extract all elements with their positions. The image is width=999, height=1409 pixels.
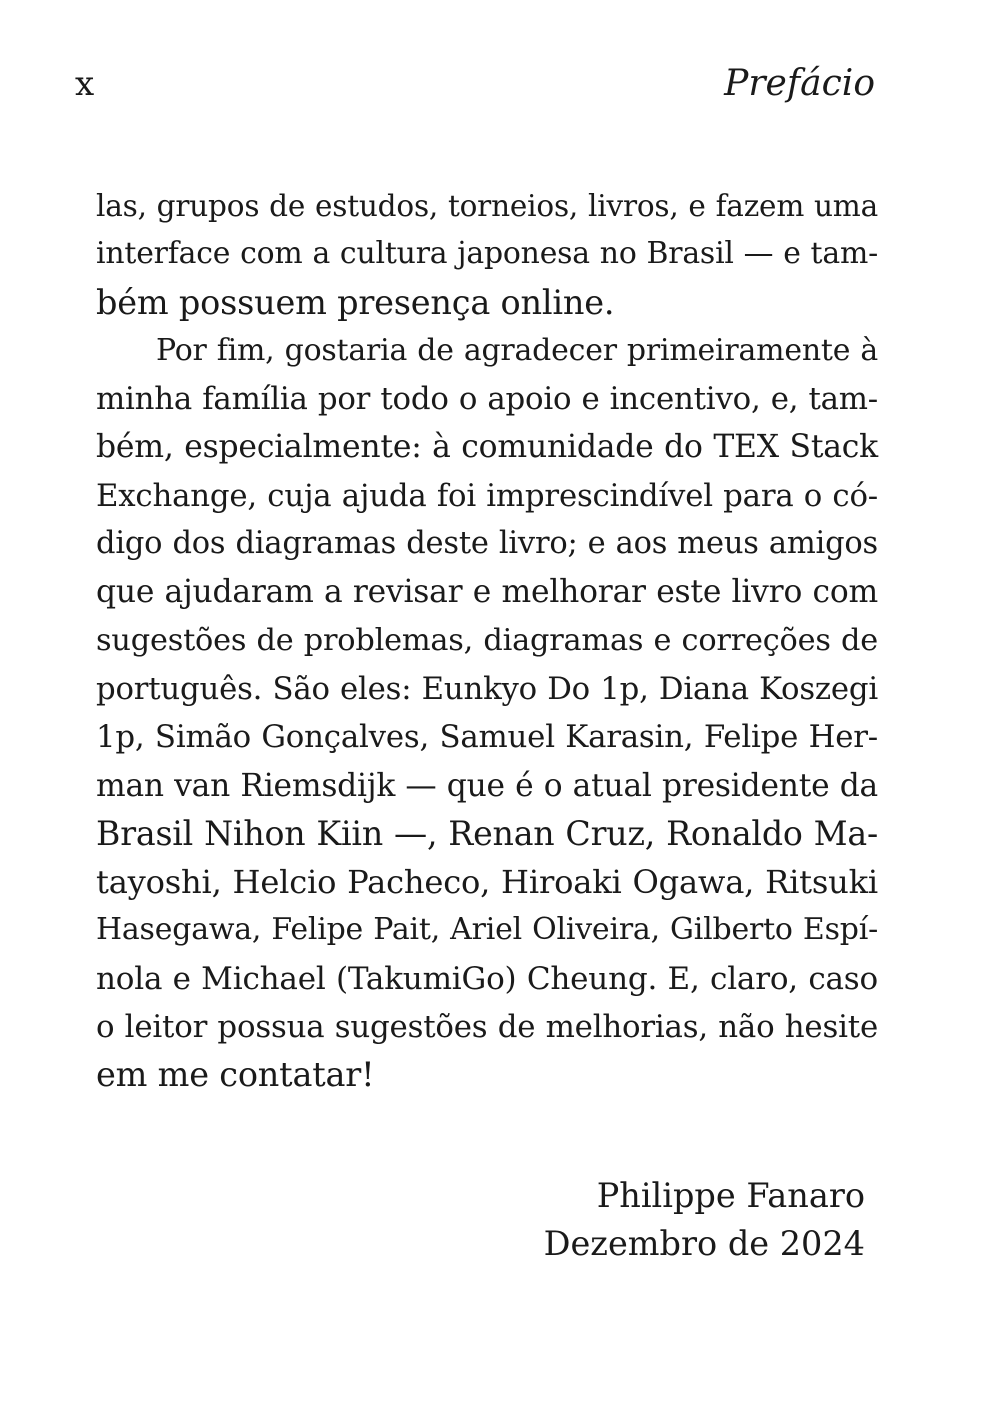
author-name: Philippe Fanaro [596,1176,865,1215]
text-line: sugestões de problemas, diagramas e correções de [96,622,878,658]
signature-date: Dezembro de 2024 [543,1224,865,1263]
text-line: digo dos diagramas deste livro; e aos meus amigos [96,526,878,562]
text-line: man van Riemsdijk — que é o atual presidente da [96,767,878,804]
text-line: nola e Michael (TakumiGo) Cheung. E, claro, caso [96,960,878,997]
running-title: Prefácio [724,63,875,104]
text-line: bém, especialmente: à comunidade do TEX Stack [96,429,878,466]
text-line: o leitor possua sugestões de melhorias, não hesite [96,1009,878,1046]
page-number: x [75,64,95,104]
text-line: las, grupos de estudos, torneios, livros, e fazem uma [96,189,878,223]
text-line: Por fim, gostaria de agradecer primeiramente à [156,332,878,368]
text-line: 1p, Simão Gonçalves, Samuel Karasin, Felipe Her- [96,719,878,756]
text-line: minha família por todo o apoio e incentivo, e, tam- [96,381,878,418]
text-line: Exchange, cuja ajuda foi imprescindível para o có- [96,477,878,514]
text-line: português. São eles: Eunkyo Do 1p, Diana Koszegi [96,670,878,707]
text-line: Brasil Nihon Kiin —, Renan Cruz, Ronaldo Ma- [96,813,878,853]
signature [544,1172,865,1268]
text-line: bém possuem presença online. [96,282,615,322]
text-line: que ajudaram a revisar e melhorar este livro com [96,574,878,611]
text-line: tayoshi, Helcio Pacheco, Hiroaki Ogawa, Ritsuki [96,863,878,902]
text-line: em me contatar! [96,1055,375,1095]
body-text [96,182,878,1100]
text-line: Hasegawa, Felipe Pait, Ariel Oliveira, Gilberto Espí- [96,912,878,948]
text-line: interface com a cultura japonesa no Brasil — e tam- [96,236,878,272]
